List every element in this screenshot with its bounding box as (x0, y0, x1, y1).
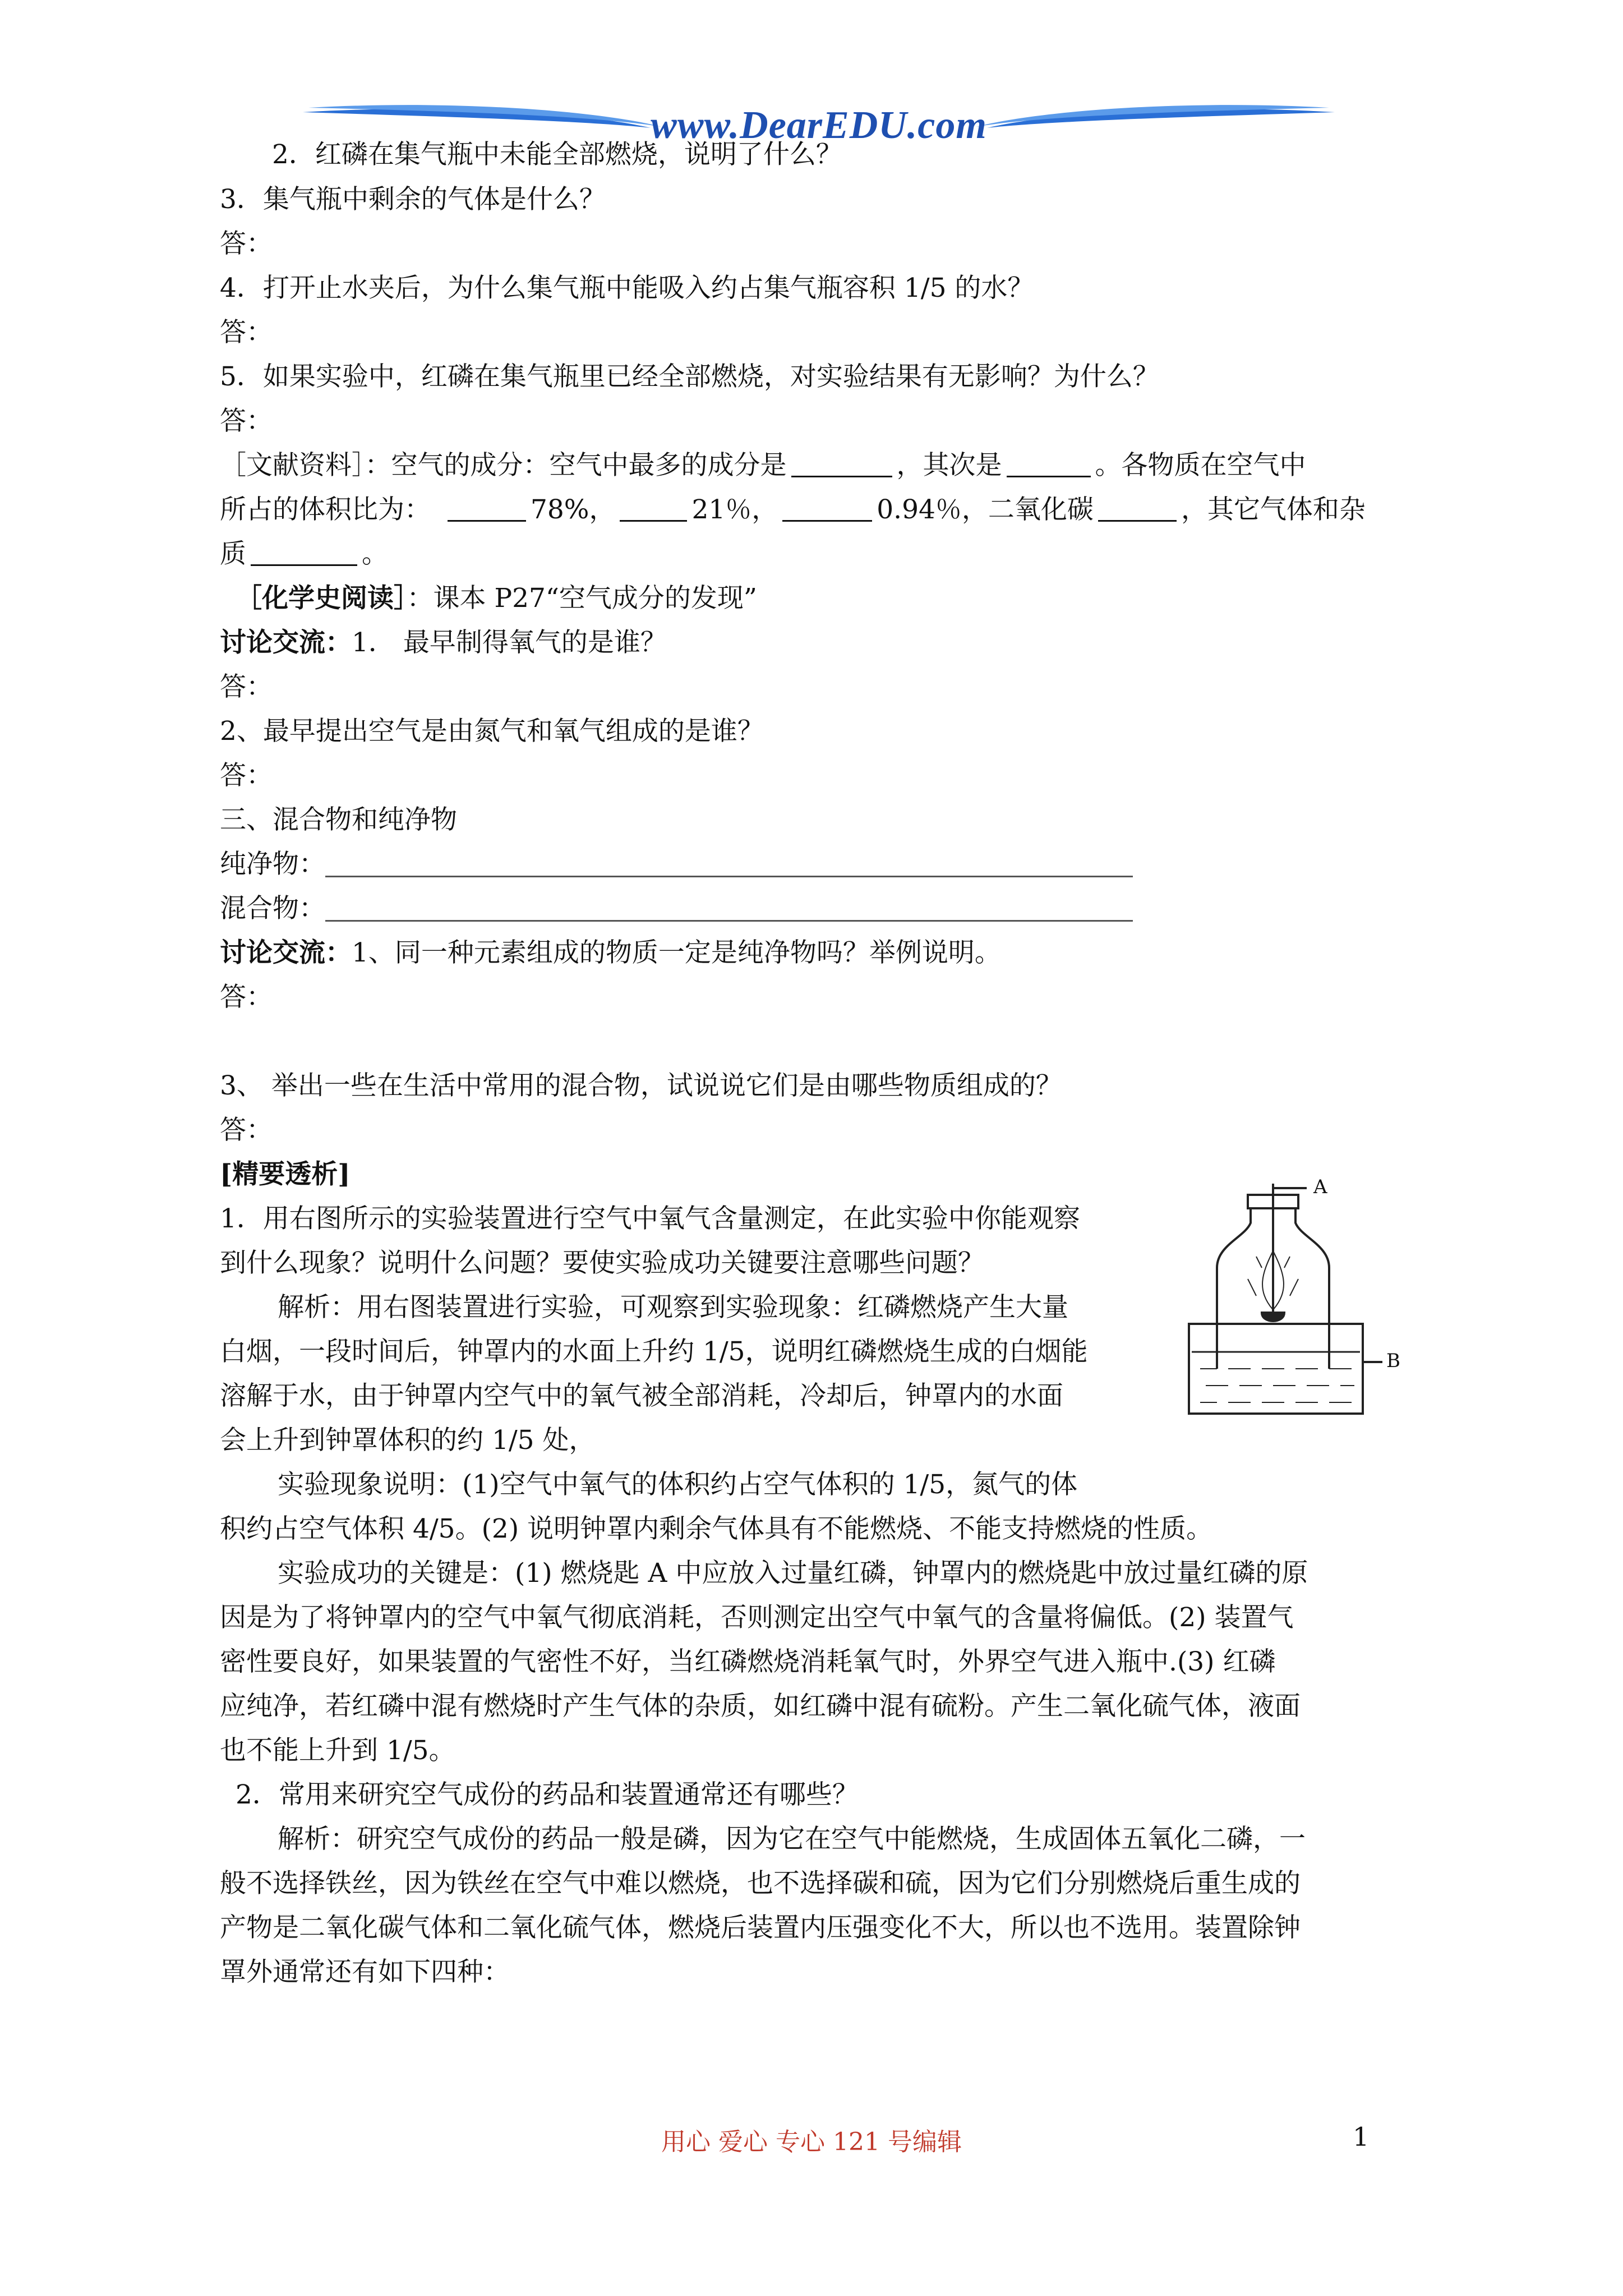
literature-text: 0.94％，二氧化碳 (877, 494, 1094, 525)
question-2: 2．红磷在集气瓶中未能全部燃烧，说明了什么？ (272, 139, 842, 170)
analysis-line: 解析：用右图装置进行实验，可观察到实验现象：红磷燃烧产生大量 (278, 1292, 1068, 1323)
pure-substance-blank[interactable] (325, 849, 1133, 877)
answer-mixtures: 答： (220, 1115, 273, 1145)
literature-text: 21％， (691, 494, 778, 525)
page-number: 1 (1353, 2122, 1370, 2152)
answer-5: 答： (220, 406, 273, 436)
history-label: ［化学史阅读］ (236, 583, 407, 614)
literature-text: ［文献资料］：空气的成分：空气中最多的成分是 (220, 450, 787, 481)
discussion-text: 1． 最早制得氧气的是谁？ (352, 627, 667, 658)
answer-4: 答： (220, 317, 273, 348)
analysis-line: 般不选择铁丝，因为铁丝在空气中难以燃烧，也不选择碳和硫，因为它们分别燃烧后重生成的 (220, 1868, 1301, 1899)
discussion-label: 讨论交流： (220, 937, 352, 968)
blank-impurities[interactable] (251, 540, 357, 566)
literature-text: 质 (220, 539, 246, 569)
discussion-label: 讨论交流： (220, 627, 352, 658)
analysis-line: 溶解于水，由于钟罩内空气中的氧气被全部消耗，冷却后，钟罩内的水面 (220, 1381, 1063, 1411)
history-reading (236, 582, 757, 615)
analysis-line: 2．常用来研究空气成份的药品和装置通常还有哪些？ (236, 1779, 859, 1810)
literature-text: ，其它气体和杂 (1181, 494, 1366, 525)
page-footer: 用心 爱心 专心 121 号编辑 (661, 2128, 962, 2156)
analysis-line: 密性要良好，如果装置的气密性不好，当红磷燃烧消耗氧气时，外界空气进入瓶中.(3) 红磷 (220, 1646, 1276, 1677)
analysis-line: 因是为了将钟罩内的空气中氧气彻底消耗，否则测定出空气中氧气的含量将偏低。(2) 装置气 (220, 1602, 1294, 1633)
analysis-line: 白烟，一段时间后，钟罩内的水面上升约 1/5，说明红磷燃烧生成的白烟能 (220, 1336, 1088, 1367)
label-b: B (1386, 1350, 1400, 1372)
analysis-line: 罩外通常还有如下四种： (220, 1957, 510, 1987)
label-a: A (1313, 1176, 1327, 1198)
section-title-mixtures: 三、混合物和纯净物 (220, 804, 457, 835)
literature-text: 78%， (531, 494, 616, 525)
answer-who-nitrogen-oxygen: 答： (220, 760, 273, 791)
question-who-nitrogen-oxygen: 2、最早提出空气是由氮气和氧气组成的是谁？ (220, 716, 764, 747)
analysis-line: 到什么现象？说明什么问题？要使实验成功关键要注意哪些问题？ (220, 1248, 984, 1278)
site-logo-text: www.DearEDU.com (651, 104, 987, 147)
mixture-blank[interactable] (325, 893, 1133, 922)
pure-label: 纯净物： (220, 849, 325, 880)
analysis-heading: [精要透析] (220, 1159, 351, 1190)
literature-text: 所占的体积比为： (220, 494, 431, 525)
pure-substance-line (220, 848, 1133, 881)
mixture-label: 混合物： (220, 893, 325, 924)
analysis-line: 实验成功的关键是：(1) 燃烧匙 A 中应放入过量红磷，钟罩内的燃烧匙中放过量红磷的原 (278, 1558, 1308, 1589)
literature-text: 。各物质在空气中 (1095, 450, 1306, 481)
blank-oxygen[interactable] (620, 495, 687, 522)
answer-discussion-1: 答： (220, 671, 273, 702)
literature-text: ，其次是 (896, 450, 1002, 481)
analysis-line: 解析：研究空气成份的药品一般是磷，因为它在空气中能燃烧，生成固体五氧化二磷，一 (278, 1824, 1306, 1855)
discussion-1 (220, 626, 667, 660)
question-4: 4．打开止水夹后，为什么集气瓶中能吸入约占集气瓶容积 1/5 的水？ (220, 273, 1034, 303)
discussion-text: 1、同一种元素组成的物质一定是纯净物吗？举例说明。 (352, 937, 1001, 968)
analysis-line: 应纯净，若红磷中混有燃烧时产生气体的杂质，如红磷中混有硫粉。产生二氧化硫气体，液面 (220, 1691, 1301, 1722)
bell-jar-apparatus-diagram (1178, 1176, 1402, 1425)
analysis-line: 1．用右图所示的实验装置进行空气中氧气含量测定，在此实验中你能观察 (220, 1203, 1080, 1234)
blank-most-component[interactable] (791, 451, 892, 477)
analysis-line: 也不能上升到 1/5。 (220, 1735, 455, 1766)
question-5: 5．如果实验中，红磷在集气瓶里已经全部燃烧，对实验结果有无影响？为什么？ (220, 361, 1159, 392)
analysis-line: 积约占空气体积 4/5。(2) 说明钟罩内剩余气体具有不能燃烧、不能支持燃烧的性质。 (220, 1513, 1213, 1544)
mixture-line (220, 892, 1133, 926)
history-text: ：课本 P27“空气成分的发现” (407, 583, 757, 614)
analysis-line: 会上升到钟罩体积的约 1/5 处， (220, 1425, 596, 1456)
literature-line-1 (220, 449, 1306, 482)
analysis-line: 实验现象说明：(1)空气中氧气的体积约占空气体积的 1/5，氮气的体 (278, 1469, 1078, 1500)
answer-3: 答： (220, 228, 273, 259)
literature-text: 。 (362, 539, 388, 569)
question-3: 3．集气瓶中剩余的气体是什么？ (220, 184, 606, 215)
blank-co2[interactable] (1098, 495, 1177, 522)
blank-second-component[interactable] (1007, 451, 1091, 477)
discussion-2 (220, 936, 1001, 970)
blank-nitrogen[interactable] (448, 495, 526, 522)
literature-line-3 (220, 537, 388, 571)
blank-rare-gas[interactable] (782, 495, 872, 522)
literature-line-2 (220, 493, 1366, 527)
question-3-mixtures: 3、 举出一些在生活中常用的混合物，试说说它们是由哪些物质组成的？ (220, 1070, 1062, 1101)
analysis-line: 产物是二氧化碳气体和二氧化硫气体，燃烧后装置内压强变化不大，所以也不选用。装置除钟 (220, 1912, 1301, 1943)
answer-discussion-2: 答： (220, 982, 273, 1013)
